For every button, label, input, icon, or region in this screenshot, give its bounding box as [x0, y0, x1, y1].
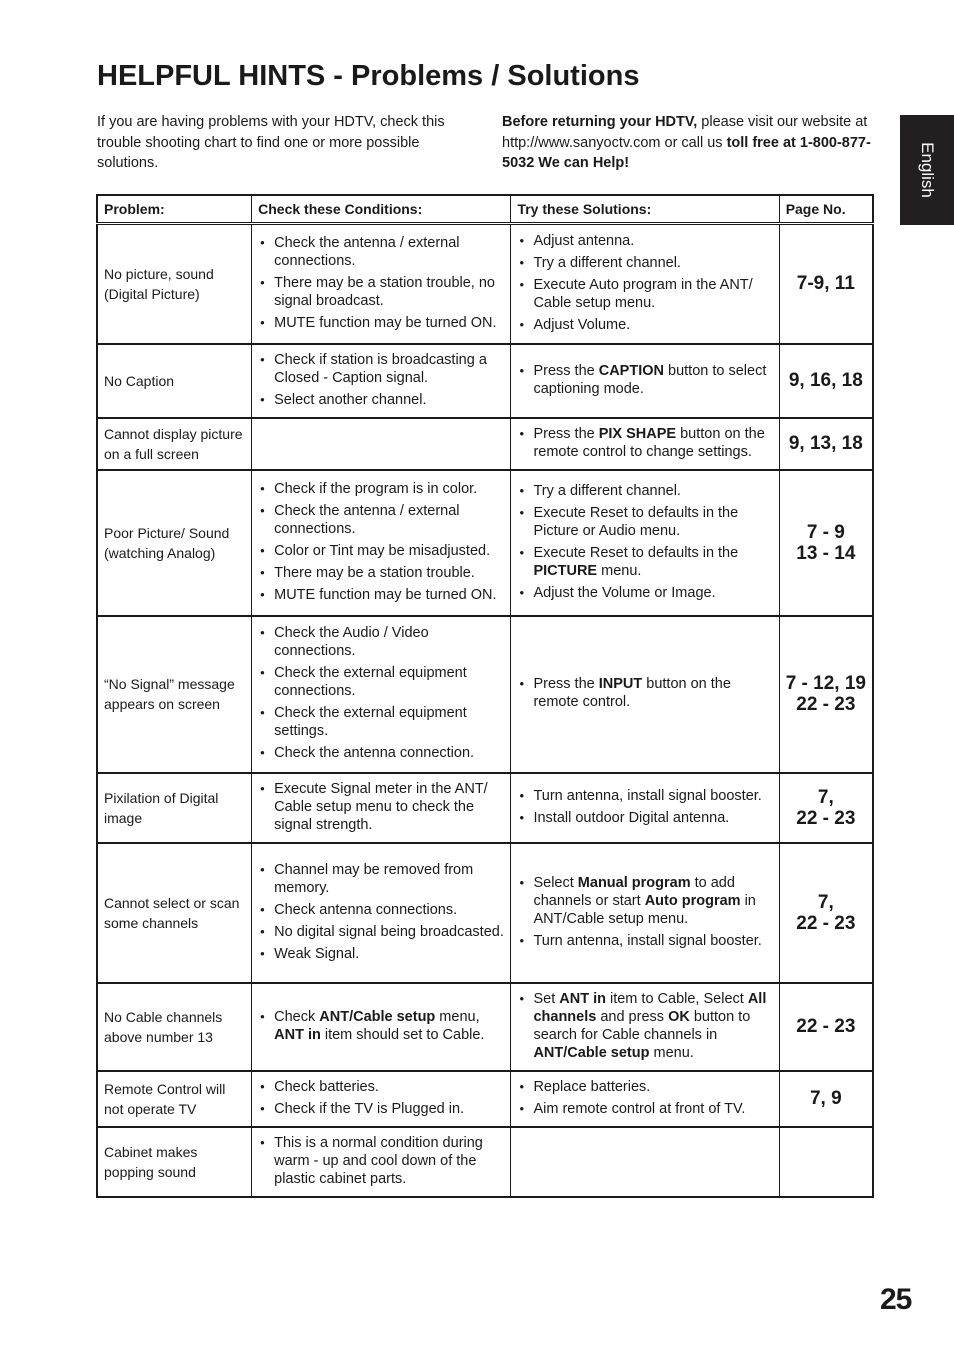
text-segment: Check the antenna / external connections.: [274, 502, 460, 537]
bold-term: PIX SHAPE: [598, 425, 677, 442]
solutions-cell: [511, 616, 779, 773]
problem-cell: “No Signal” message appears on screen: [97, 616, 252, 773]
text-segment: menu.: [649, 1044, 694, 1061]
solutions-cell: [511, 1071, 779, 1127]
conditions-list: [258, 1078, 504, 1118]
bold-term: ANT/Cable setup: [319, 1008, 436, 1025]
text-segment: Try a different channel.: [533, 482, 681, 499]
bold-term: ANT in: [559, 990, 606, 1007]
solutions-cell: [511, 224, 779, 344]
list-item: [258, 502, 504, 538]
bold-term: ANT/Cable setup: [533, 1044, 650, 1061]
page-title: HELPFUL HINTS - Problems / Solutions: [97, 60, 640, 92]
conditions-list: [258, 780, 504, 834]
conditions-list: [258, 861, 504, 963]
problem-cell: Cannot select or scan some channels: [97, 843, 252, 983]
conditions-cell: [252, 1071, 511, 1127]
text-segment: Press the: [533, 676, 599, 692]
list-item: [258, 542, 504, 560]
bold-term: All channels: [533, 990, 767, 1025]
text-segment: Adjust the Volume or Image.: [533, 584, 716, 601]
intro-right-text: [502, 112, 877, 174]
conditions-cell: [252, 983, 511, 1071]
text-segment: Turn antenna, install signal booster.: [533, 932, 762, 949]
table-row: [97, 224, 873, 344]
table-row: [97, 843, 873, 983]
list-item: [258, 664, 504, 700]
conditions-list: [258, 351, 504, 409]
intro-left-text: If you are having problems with your HDTV, check this trouble shooting chart to find one or more possible solutions.: [97, 114, 445, 171]
text-segment: Check the external equipment settings.: [274, 705, 467, 739]
text-segment: Check the antenna / external connections.: [274, 234, 460, 269]
text-segment: Check the external equipment connections.: [274, 665, 467, 699]
text-segment: Press the: [533, 425, 599, 442]
text-segment: item should set to Cable.: [320, 1026, 485, 1043]
text-segment: Check antenna connections.: [274, 901, 458, 918]
text-segment: Aim remote control at front of TV.: [533, 1100, 746, 1117]
conditions-list: [258, 1008, 504, 1044]
solutions-cell: [511, 344, 779, 418]
list-item: [517, 362, 772, 398]
page-no-cell: [779, 616, 873, 773]
table-body: [97, 224, 873, 1197]
problem-cell: Pixilation of Digital image: [97, 773, 252, 843]
bold-term: OK: [668, 1008, 690, 1025]
text-segment: There may be a station trouble, no signal broadcast.: [274, 274, 495, 309]
list-item: [517, 482, 772, 500]
list-item: [258, 480, 504, 498]
table-header-row: [97, 195, 873, 224]
text-segment: Check batteries.: [274, 1078, 379, 1095]
list-item: [517, 504, 772, 540]
page-no-cell: [779, 418, 873, 470]
text-segment: Check if station is broadcasting a Closed - Caption signal.: [274, 351, 487, 386]
conditions-cell: [252, 616, 511, 773]
page-reference: 13 - 14: [796, 542, 856, 564]
list-item: [258, 564, 504, 582]
text-segment: Adjust antenna.: [533, 232, 635, 249]
page-reference: 22 - 23: [796, 694, 856, 715]
solutions-cell: [511, 983, 779, 1071]
text-segment: Channel may be removed from memory.: [274, 861, 474, 896]
table-row: [97, 344, 873, 418]
language-tab: [900, 115, 954, 225]
conditions-list: [258, 1134, 504, 1188]
conditions-list: [258, 234, 504, 332]
list-item: [258, 234, 504, 270]
solutions-list: [517, 232, 772, 334]
table-row: [97, 983, 873, 1071]
list-item: [517, 254, 772, 272]
text-segment: item to Cable, Select: [605, 990, 748, 1007]
conditions-list: [258, 480, 504, 604]
list-item: [258, 923, 504, 941]
text-segment: Replace batteries.: [533, 1078, 651, 1095]
list-item: [517, 425, 772, 461]
list-item: [517, 316, 772, 334]
problem-cell: Remote Control will not operate TV: [97, 1071, 252, 1127]
bold-term: Auto program: [644, 892, 741, 909]
text-segment: button to select captioning mode.: [533, 362, 767, 397]
text-segment: Check the Audio / Video connections.: [274, 625, 429, 659]
table-row: [97, 418, 873, 470]
list-item: [517, 874, 772, 928]
list-item: [517, 787, 772, 805]
list-item: [517, 1100, 772, 1118]
solutions-list: [517, 362, 772, 398]
text-segment: in ANT/Cable setup menu.: [533, 892, 756, 927]
conditions-list: [258, 624, 504, 762]
conditions-cell: [252, 418, 511, 470]
solutions-cell: [511, 418, 779, 470]
problem-cell: Cabinet makes popping sound: [97, 1127, 252, 1197]
conditions-cell: [252, 470, 511, 616]
conditions-cell: [252, 224, 511, 344]
solutions-list: [517, 874, 772, 950]
header-conditions: Check these Conditions:: [252, 195, 511, 224]
list-item: [258, 586, 504, 604]
text-segment: menu.: [597, 562, 642, 579]
text-segment: MUTE function may be turned ON.: [274, 314, 497, 331]
problem-cell: No Cable channels above number 13: [97, 983, 252, 1071]
intro-website-text: please visit our website at http://www.sanyoctv.com or call us: [502, 114, 868, 151]
text-segment: Press the: [533, 362, 599, 379]
list-item: [258, 704, 504, 740]
text-segment: Install outdoor Digital antenna.: [533, 809, 730, 826]
table-row: [97, 773, 873, 843]
header-problem: Problem:: [97, 195, 252, 224]
solutions-list: [517, 990, 772, 1062]
table-row: [97, 616, 873, 773]
troubleshooting-table: [96, 194, 874, 1198]
solutions-cell: [511, 843, 779, 983]
list-item: [258, 945, 504, 963]
page-no-cell: [779, 843, 873, 983]
page-no-cell: [779, 470, 873, 616]
solutions-list: [517, 787, 772, 827]
text-segment: button on the remote control.: [533, 676, 731, 710]
conditions-cell: [252, 344, 511, 418]
solutions-list: [517, 425, 772, 461]
text-segment: This is a normal condition during warm - up and cool down of the plastic cabinet parts.: [274, 1134, 483, 1187]
list-item: [258, 314, 504, 332]
intro-bold-lead: Before returning your HDTV,: [502, 114, 698, 130]
list-item: [258, 624, 504, 660]
text-segment: Select: [533, 874, 578, 891]
list-item: [258, 1008, 504, 1044]
text-segment: Check if the program is in color.: [274, 480, 478, 497]
text-segment: to add channels or start: [533, 874, 735, 909]
page-reference: 9, 16, 18: [788, 370, 863, 391]
text-segment: Select another channel.: [274, 391, 427, 408]
list-item: [517, 675, 772, 711]
list-item: [258, 861, 504, 897]
solutions-cell: [511, 773, 779, 843]
text-segment: Execute Auto program in the ANT/ Cable setup menu.: [533, 276, 753, 311]
list-item: [517, 232, 772, 250]
page-reference: 22 - 23: [796, 1016, 856, 1037]
list-item: [517, 932, 772, 950]
text-segment: button on the remote control to change settings.: [533, 425, 765, 460]
text-segment: Color or Tint may be misadjusted.: [274, 542, 491, 559]
text-segment: and press: [596, 1008, 669, 1025]
page-reference: 9, 13, 18: [788, 433, 863, 454]
conditions-cell: [252, 1127, 511, 1197]
list-item: [258, 901, 504, 919]
text-segment: No digital signal being broadcasted.: [274, 923, 504, 940]
solutions-list: [517, 1078, 772, 1118]
text-segment: Weak Signal.: [274, 945, 360, 962]
page-no-cell: [779, 773, 873, 843]
page-number: 25: [880, 1283, 912, 1316]
page-no-cell: [779, 1071, 873, 1127]
page-reference: 7-9, 11: [796, 273, 855, 295]
page-no-cell: [779, 983, 873, 1071]
problem-cell: Cannot display picture on a full screen: [97, 418, 252, 470]
text-segment: Check: [274, 1008, 320, 1025]
language-tab-label: English: [918, 142, 937, 198]
list-item: [258, 744, 504, 762]
table-row: [97, 1071, 873, 1127]
table-row: [97, 470, 873, 616]
bold-term: CAPTION: [598, 362, 664, 379]
page-reference: 22 - 23: [796, 807, 856, 829]
solutions-cell: [511, 470, 779, 616]
text-segment: Try a different channel.: [533, 254, 681, 271]
list-item: [258, 1134, 504, 1188]
text-segment: Adjust Volume.: [533, 316, 631, 333]
text-segment: Turn antenna, install signal booster.: [533, 787, 762, 804]
text-segment: Execute Reset to defaults in the Picture or Audio menu.: [533, 504, 739, 539]
text-segment: Check the antenna connection.: [274, 745, 475, 761]
bold-term: Manual program: [577, 874, 691, 891]
problem-cell: No picture, sound (Digital Picture): [97, 224, 252, 344]
page-no-cell: [779, 1127, 873, 1197]
list-item: [258, 391, 504, 409]
text-segment: MUTE function may be turned ON.: [274, 586, 497, 603]
text-segment: button to search for Cable channels in: [533, 1008, 751, 1043]
page-reference: 7, 9: [809, 1088, 842, 1109]
list-item: [258, 274, 504, 310]
problem-cell: No Caption: [97, 344, 252, 418]
header-solutions: Try these Solutions:: [511, 195, 779, 224]
page-reference: 7,: [817, 891, 834, 913]
list-item: [258, 1078, 504, 1096]
conditions-cell: [252, 773, 511, 843]
header-page-no: Page No.: [779, 195, 873, 224]
page-reference: 7,: [817, 786, 834, 808]
solutions-list: [517, 482, 772, 602]
list-item: [517, 809, 772, 827]
problem-cell: Poor Picture/ Sound (watching Analog): [97, 470, 252, 616]
list-item: [517, 990, 772, 1062]
list-item: [517, 584, 772, 602]
list-item: [258, 1100, 504, 1118]
page-no-cell: [779, 224, 873, 344]
text-segment: There may be a station trouble.: [274, 564, 475, 581]
text-segment: menu,: [435, 1008, 480, 1025]
page-no-cell: [779, 344, 873, 418]
text-segment: Execute Signal meter in the ANT/ Cable setup menu to check the signal strength.: [274, 780, 488, 833]
list-item: [517, 1078, 772, 1096]
bold-term: ANT in: [274, 1026, 321, 1043]
bold-term: PICTURE: [533, 562, 598, 579]
text-segment: Check if the TV is Plugged in.: [274, 1100, 465, 1117]
text-segment: Execute Reset to defaults in the: [533, 544, 739, 561]
solutions-list: [517, 675, 772, 711]
page-reference: 7 - 12, 19: [785, 673, 866, 694]
solutions-cell: [511, 1127, 779, 1197]
conditions-cell: [252, 843, 511, 983]
list-item: [517, 544, 772, 580]
intro-toll-free: toll free at 1-800-877-5032 We can Help!: [502, 134, 871, 171]
table-row: [97, 1127, 873, 1197]
list-item: [258, 351, 504, 387]
page-reference: 7 - 9: [806, 521, 845, 543]
list-item: [517, 276, 772, 312]
bold-term: INPUT: [598, 676, 643, 692]
list-item: [258, 780, 504, 834]
text-segment: Set: [533, 990, 560, 1007]
page-reference: 22 - 23: [796, 912, 856, 934]
